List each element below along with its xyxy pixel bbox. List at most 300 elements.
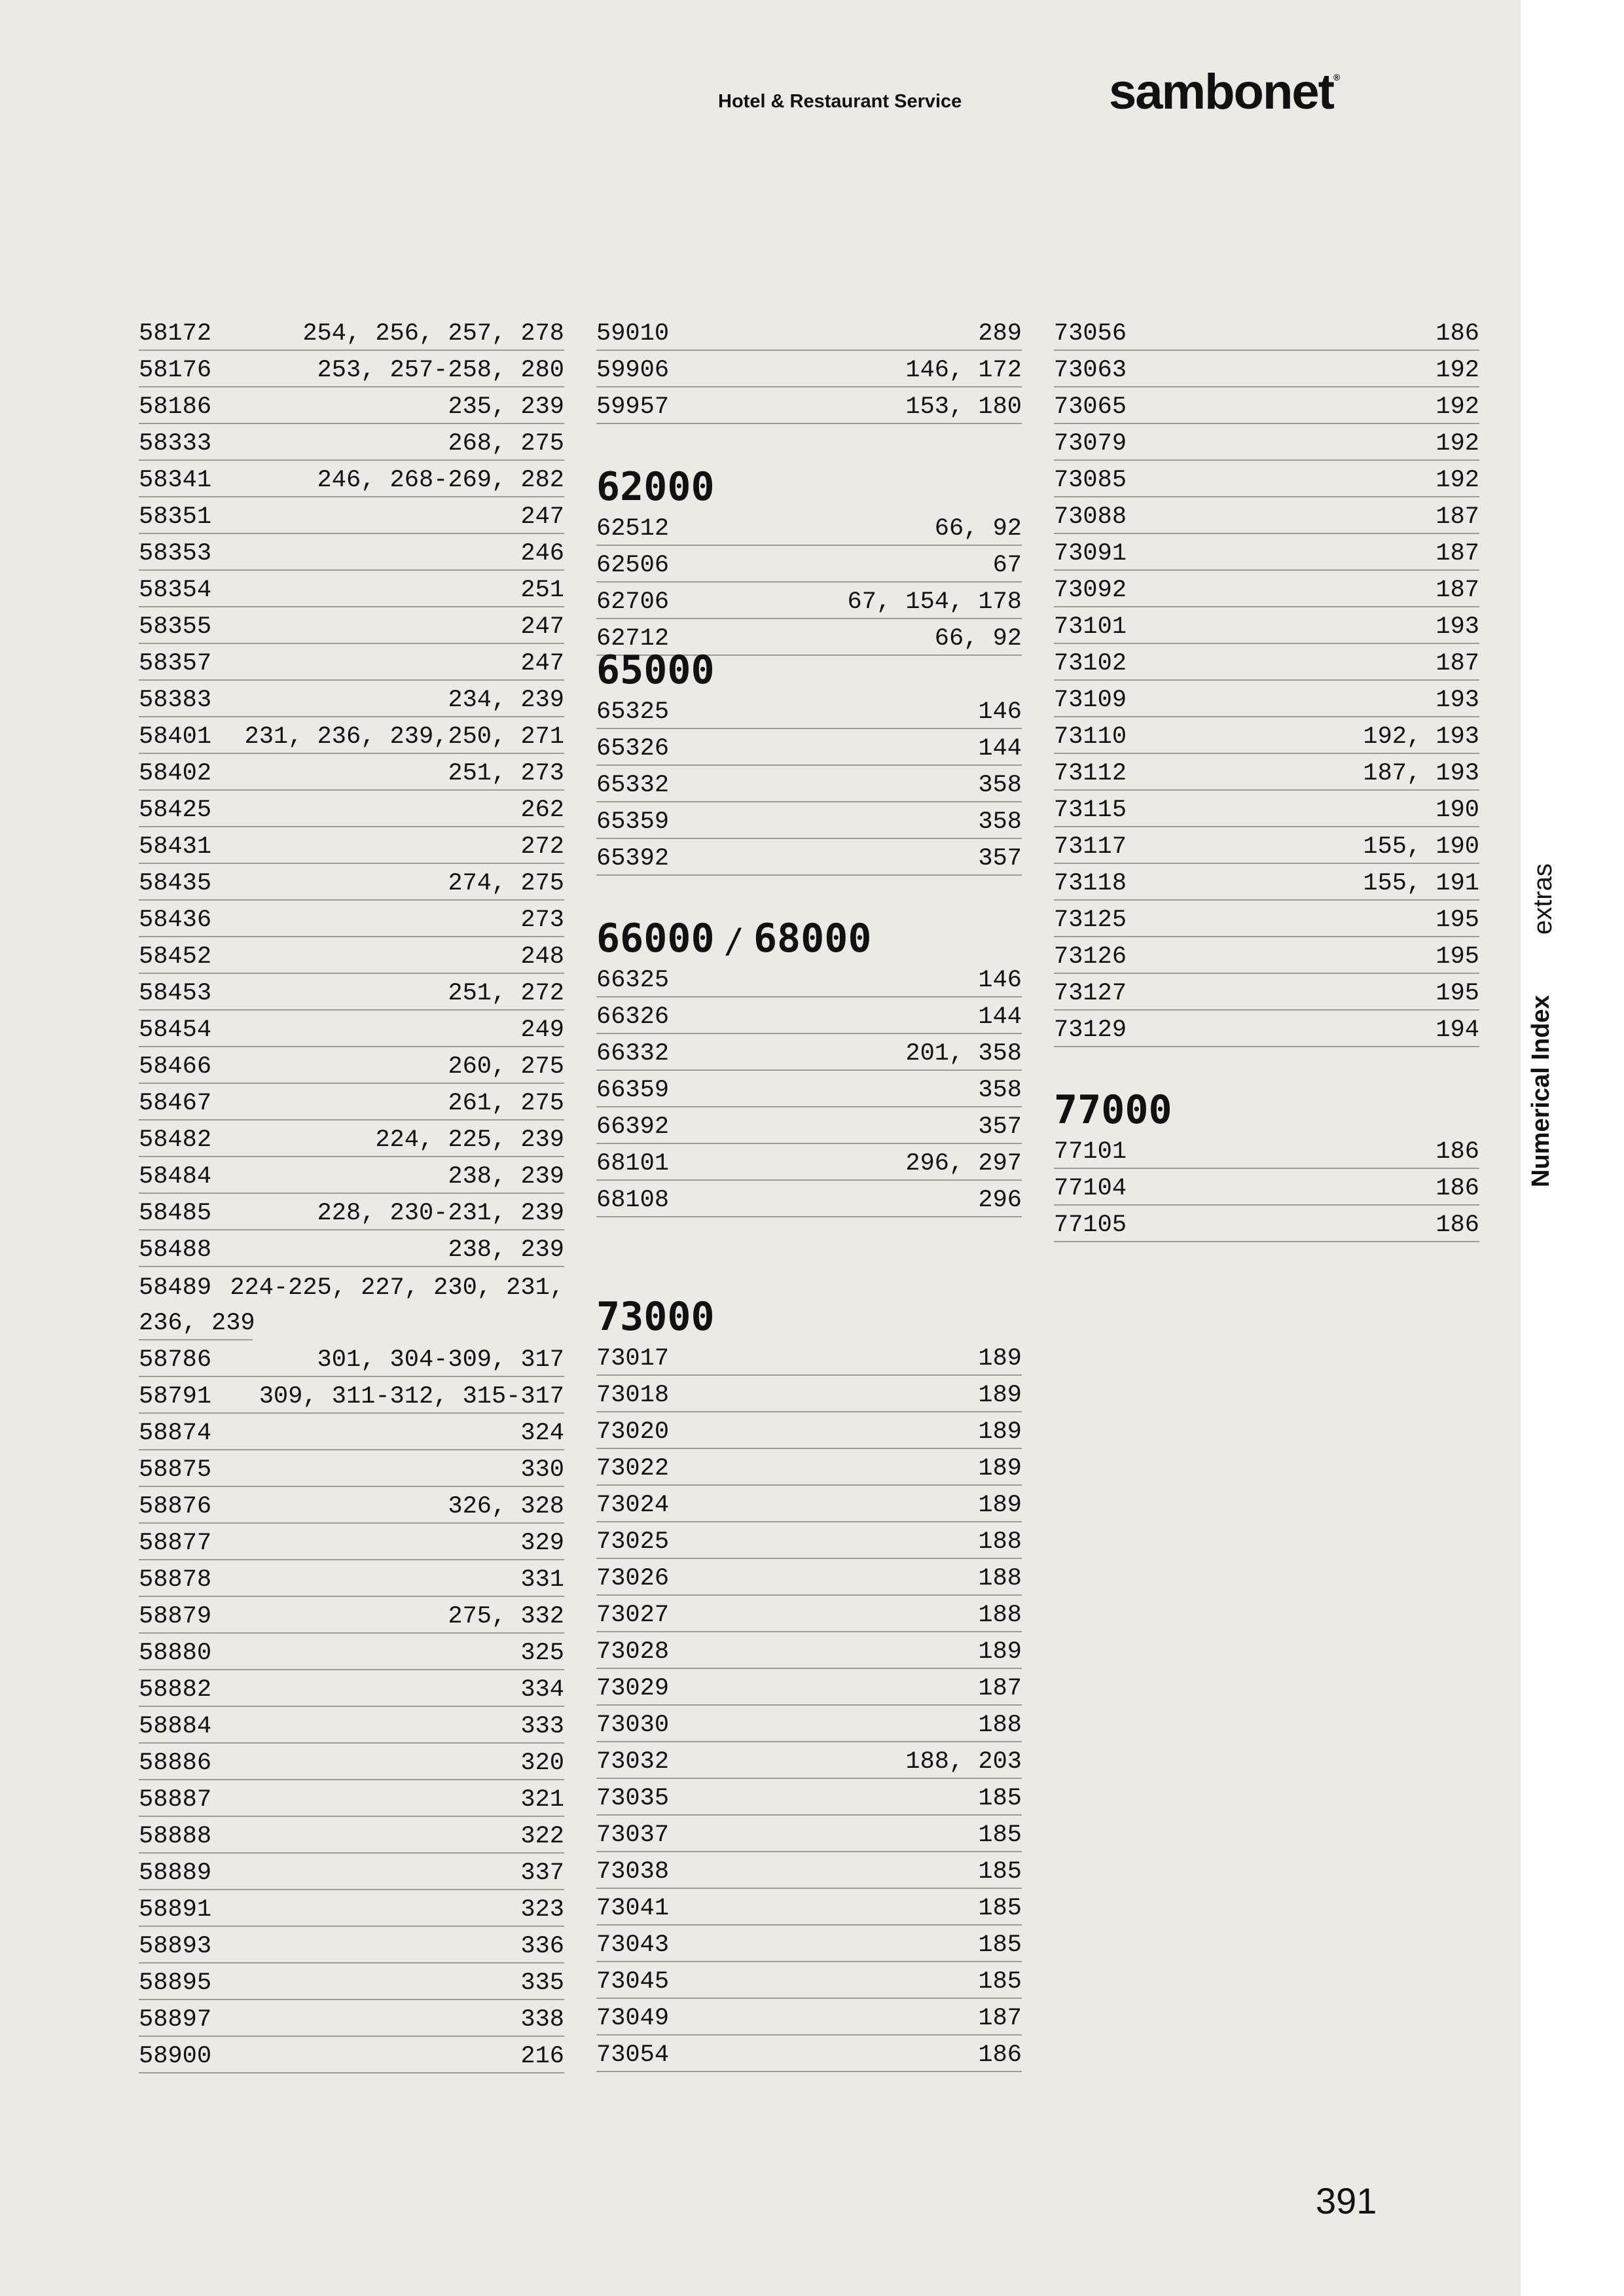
item-code: 73092 [1054,577,1127,604]
page-references: 251 [520,577,564,604]
page-references: 189 [978,1418,1022,1446]
item-code: 73065 [1054,393,1127,421]
item-code: 73109 [1054,687,1127,714]
item-code: 58484 [139,1163,212,1191]
item-code: 73101 [1054,613,1127,641]
index-row [139,424,564,461]
section-heading [596,647,1022,693]
item-code: 65332 [596,772,670,799]
index-row [139,791,564,827]
page-references: 195 [1435,906,1479,934]
item-code: 73049 [596,2005,670,2032]
section-heading-text: 73000 [596,1294,715,1340]
item-code: 58467 [139,1090,212,1117]
index-row [596,1816,1022,1852]
index-row [139,901,564,937]
item-code: 62512 [596,515,670,543]
side-tab-title: Numerical Index [1527,995,1555,1187]
item-code: 58333 [139,430,212,457]
index-row [596,1632,1022,1669]
page-references: 357 [978,1113,1022,1141]
item-code: 58354 [139,577,212,604]
item-code: 58425 [139,797,212,824]
page-references: 155, 190 [1363,833,1479,861]
page-references: 190 [1435,797,1479,824]
page-references: 296, 297 [905,1150,1022,1177]
page-references: 195 [1435,980,1479,1007]
page-references: 189 [978,1638,1022,1666]
index-row [1054,864,1479,901]
item-code: 73110 [1054,723,1127,751]
index-row [139,1450,564,1487]
item-code: 58186 [139,393,212,421]
page-references: 296 [978,1187,1022,1214]
item-code: 58884 [139,1713,212,1740]
page-references: 155, 191 [1363,870,1479,897]
page-references: 289 [978,320,1022,348]
page-references: 338 [520,2006,564,2034]
index-row [1054,387,1479,424]
page-references: 224-225, 227, 230, 231, [230,1274,564,1302]
page-references: 325 [520,1640,564,1667]
page-references: 189 [978,1492,1022,1519]
item-code: 73079 [1054,430,1127,457]
item-code: 58402 [139,760,212,787]
page-references: 251, 272 [448,980,564,1007]
page-references: 320 [520,1749,564,1777]
index-row [139,864,564,901]
index-row [139,461,564,497]
item-code: 58897 [139,2006,212,2034]
item-code: 59957 [596,393,670,421]
page-references: 335 [520,1969,564,1997]
page-references: 186 [978,2041,1022,2069]
page-references: 231, 236, 239,250, 271 [244,723,564,751]
index-row [596,2036,1022,2072]
item-code: 58889 [139,1859,212,1887]
index-row [139,607,564,644]
page-references: 330 [520,1456,564,1484]
page-references: 194 [1435,1016,1479,1044]
index-row [139,2000,564,2037]
page-references: 246 [520,540,564,567]
page-references: 331 [520,1566,564,1594]
page-references: 187 [1435,540,1479,567]
index-row [596,1706,1022,1742]
page-references: 189 [978,1382,1022,1409]
page-references: 216 [520,2043,564,2070]
page-references: 187 [978,1675,1022,1702]
index-row [596,1596,1022,1632]
page-references: 236, 239 [139,1310,255,1337]
index-row [1054,791,1479,827]
page-references: 273 [520,906,564,934]
index-row [139,1304,253,1340]
item-code: 58452 [139,943,212,971]
page-references: 192 [1435,467,1479,494]
page-references: 192 [1435,357,1479,384]
page-references: 146 [978,698,1022,726]
page-references: 185 [978,1931,1022,1959]
page-references: 248 [520,943,564,971]
section-heading-separator: / [723,922,744,961]
item-code: 58351 [139,503,212,531]
item-code: 73028 [596,1638,670,1666]
page-references: 326, 328 [448,1493,564,1520]
page-references: 254, 256, 257, 278 [302,320,564,348]
index-row [139,1340,564,1377]
item-code: 58879 [139,1603,212,1630]
item-code: 73035 [596,1785,670,1812]
index-row [596,729,1022,766]
index-row [596,1926,1022,1962]
index-row [596,1034,1022,1071]
item-code: 58875 [139,1456,212,1484]
index-row [1054,1011,1479,1047]
index-row [596,1449,1022,1486]
index-row [139,1084,564,1121]
page-references: 238, 239 [448,1236,564,1264]
index-row [596,1071,1022,1107]
item-code: 58876 [139,1493,212,1520]
index-column-3 [1054,314,1479,1242]
index-row [139,571,564,607]
page-references: 333 [520,1713,564,1740]
index-row [139,1157,564,1194]
page-references: 186 [1435,1138,1479,1166]
index-row [1054,974,1479,1011]
item-code: 73115 [1054,797,1127,824]
page-references: 144 [978,735,1022,762]
index-row [596,961,1022,997]
spacer [596,1254,1022,1291]
index-row [596,766,1022,802]
index-row [596,1742,1022,1779]
page-references: 246, 268-269, 282 [317,467,564,494]
page-references: 323 [520,1896,564,1924]
page-references: 186 [1435,1175,1479,1202]
item-code: 73126 [1054,943,1127,971]
item-code: 59010 [596,320,670,348]
index-row [1054,461,1479,497]
index-row [1054,827,1479,864]
section-heading [596,912,1022,961]
item-code: 58482 [139,1126,212,1154]
index-row [596,802,1022,839]
index-row [1054,644,1479,681]
page-references: 234, 239 [448,687,564,714]
spacer [596,876,1022,912]
page-references: 247 [520,503,564,531]
item-code: 62706 [596,588,670,616]
index-row [139,937,564,974]
page-references: 334 [520,1676,564,1704]
item-code: 58383 [139,687,212,714]
page-references: 228, 230-231, 239 [317,1200,564,1227]
item-code: 73022 [596,1455,670,1482]
spacer [1054,1047,1479,1084]
page-references: 195 [1435,943,1479,971]
page-references: 321 [520,1786,564,1814]
item-code: 73025 [596,1528,670,1556]
item-code: 58454 [139,1016,212,1044]
item-code: 73091 [1054,540,1127,567]
index-row [596,1107,1022,1144]
item-code: 58888 [139,1823,212,1850]
index-row [1054,717,1479,754]
index-row [139,1634,564,1670]
item-code: 58877 [139,1530,212,1557]
item-code: 58341 [139,467,212,494]
item-code: 73029 [596,1675,670,1702]
section-heading-text: 66000 [596,916,715,961]
item-code: 73125 [1054,906,1127,934]
page-references: 185 [978,1968,1022,1996]
brand-name: sambonet [1109,64,1333,120]
page-references: 253, 257-258, 280 [317,357,564,384]
item-code: 73030 [596,1712,670,1739]
page-references: 358 [978,772,1022,799]
page-references: 187, 193 [1363,760,1479,787]
page-references: 187 [978,2005,1022,2032]
item-code: 77105 [1054,1211,1127,1239]
index-row [139,754,564,791]
item-code: 58887 [139,1786,212,1814]
index-row [139,717,564,754]
index-row [139,1194,564,1230]
index-row [139,644,564,681]
item-code: 73056 [1054,320,1127,348]
item-code: 77101 [1054,1138,1127,1166]
page-references: 188 [978,1528,1022,1556]
item-code: 73054 [596,2041,670,2069]
index-row [139,2037,564,2073]
item-code: 58786 [139,1346,212,1374]
page-references: 358 [978,1077,1022,1104]
page-references: 249 [520,1016,564,1044]
item-code: 58880 [139,1640,212,1667]
item-code: 65326 [596,735,670,762]
page-references: 185 [978,1821,1022,1849]
item-code: 58357 [139,650,212,677]
item-code: 73112 [1054,760,1127,787]
index-row [1054,1206,1479,1242]
item-code: 73085 [1054,467,1127,494]
page-references: 247 [520,650,564,677]
index-row [596,1669,1022,1706]
index-row [1054,1169,1479,1206]
index-row [596,1962,1022,1999]
item-code: 58900 [139,2043,212,2070]
page-references: 247 [520,613,564,641]
item-code: 58431 [139,833,212,861]
page-references: 224, 225, 239 [375,1126,564,1154]
index-row [596,1181,1022,1217]
page-references: 188 [978,1602,1022,1629]
index-row [1054,681,1479,717]
page-references: 268, 275 [448,430,564,457]
item-code: 73024 [596,1492,670,1519]
index-row [1054,571,1479,607]
index-row [139,1964,564,2000]
index-row [596,1486,1022,1522]
index-row [1054,937,1479,974]
item-code: 73129 [1054,1016,1127,1044]
item-code: 58489 [139,1274,212,1302]
section-heading [596,1291,1022,1339]
item-code: 73041 [596,1895,670,1922]
index-row [596,583,1022,619]
index-row [139,1707,564,1744]
item-code: 73038 [596,1858,670,1886]
page-references: 336 [520,1933,564,1960]
page-references: 187 [1435,577,1479,604]
item-code: 58882 [139,1676,212,1704]
page-references: 337 [520,1859,564,1887]
item-code: 58435 [139,870,212,897]
item-code: 65392 [596,845,670,872]
page-references: 301, 304-309, 317 [317,1346,564,1374]
index-row [139,1524,564,1560]
page-references: 188 [978,1712,1022,1739]
index-row [596,839,1022,876]
item-code: 73127 [1054,980,1127,1007]
page-references: 188 [978,1565,1022,1592]
index-row [596,1339,1022,1376]
item-code: 73037 [596,1821,670,1849]
item-code: 73027 [596,1602,670,1629]
page-references: 186 [1435,1211,1479,1239]
item-code: 73045 [596,1968,670,1996]
item-code: 65325 [596,698,670,726]
index-row [139,1854,564,1890]
index-column-2 [596,314,1022,2072]
index-row [596,997,1022,1034]
item-code: 73026 [596,1565,670,1592]
item-code: 58895 [139,1969,212,1997]
index-row [1054,497,1479,534]
index-row [139,497,564,534]
index-row [139,681,564,717]
index-row [139,1780,564,1817]
index-row [139,1487,564,1524]
section-heading [596,461,1022,509]
page-references: 187 [1435,503,1479,531]
index-row [1054,1132,1479,1169]
index-row [139,1817,564,1854]
section-heading-text: 62000 [596,464,715,510]
page-references: 146 [978,967,1022,994]
brand-registered-mark: ® [1333,72,1341,82]
item-code: 58453 [139,980,212,1007]
page-references: 67 [992,552,1022,579]
page-references: 260, 275 [448,1053,564,1081]
index-row [596,314,1022,351]
index-row [139,1011,564,1047]
section-heading [1054,1084,1479,1132]
section-heading-text: 68000 [753,916,872,961]
item-code: 62506 [596,552,670,579]
index-row [596,1889,1022,1926]
item-code: 73118 [1054,870,1127,897]
index-row [596,692,1022,729]
index-row [139,1927,564,1964]
page-references: 185 [978,1785,1022,1812]
index-row [139,1377,564,1414]
page-references: 185 [978,1858,1022,1886]
item-code: 66359 [596,1077,670,1104]
page-references: 67, 154, 178 [847,588,1022,616]
item-code: 73017 [596,1345,670,1372]
item-code: 65359 [596,808,670,836]
item-code: 58791 [139,1383,212,1410]
index-row [139,1047,564,1084]
page-references: 261, 275 [448,1090,564,1117]
page-references: 189 [978,1455,1022,1482]
page-references: 262 [520,797,564,824]
index-row [1054,424,1479,461]
item-code: 58886 [139,1749,212,1777]
page-references: 324 [520,1420,564,1447]
item-code: 58401 [139,723,212,751]
item-code: 73063 [1054,357,1127,384]
index-column-1 [139,314,564,2073]
page-references: 193 [1435,687,1479,714]
page-references: 322 [520,1823,564,1850]
index-row [139,974,564,1011]
item-code: 58355 [139,613,212,641]
page-references: 309, 311-312, 315-317 [259,1383,564,1410]
index-row [596,509,1022,546]
spacer [596,424,1022,461]
page-references: 186 [1435,320,1479,348]
page-references: 188, 203 [905,1748,1022,1776]
item-code: 62712 [596,625,670,653]
index-row [596,1779,1022,1816]
item-code: 58488 [139,1236,212,1264]
item-code: 66325 [596,967,670,994]
index-row [1054,351,1479,387]
index-row [1054,534,1479,571]
index-row [139,387,564,424]
section-heading-text: 77000 [1054,1087,1172,1133]
page-references: 185 [978,1895,1022,1922]
page-references: 146, 172 [905,357,1022,384]
item-code: 66326 [596,1003,670,1031]
item-code: 59906 [596,357,670,384]
index-row [139,1890,564,1927]
index-row [139,534,564,571]
page-references: 66, 92 [934,625,1022,653]
index-row [139,1597,564,1634]
item-code: 73018 [596,1382,670,1409]
index-row [596,351,1022,387]
item-code: 73020 [596,1418,670,1446]
page-references: 193 [1435,613,1479,641]
page-references: 144 [978,1003,1022,1031]
item-code: 58466 [139,1053,212,1081]
index-row [139,351,564,387]
page-references: 329 [520,1530,564,1557]
item-code: 58891 [139,1896,212,1924]
item-code: 58485 [139,1200,212,1227]
index-row [1054,314,1479,351]
page-references: 189 [978,1345,1022,1372]
item-code: 73102 [1054,650,1127,677]
page-references: 251, 273 [448,760,564,787]
index-row [596,1852,1022,1889]
page-references: 274, 275 [448,870,564,897]
